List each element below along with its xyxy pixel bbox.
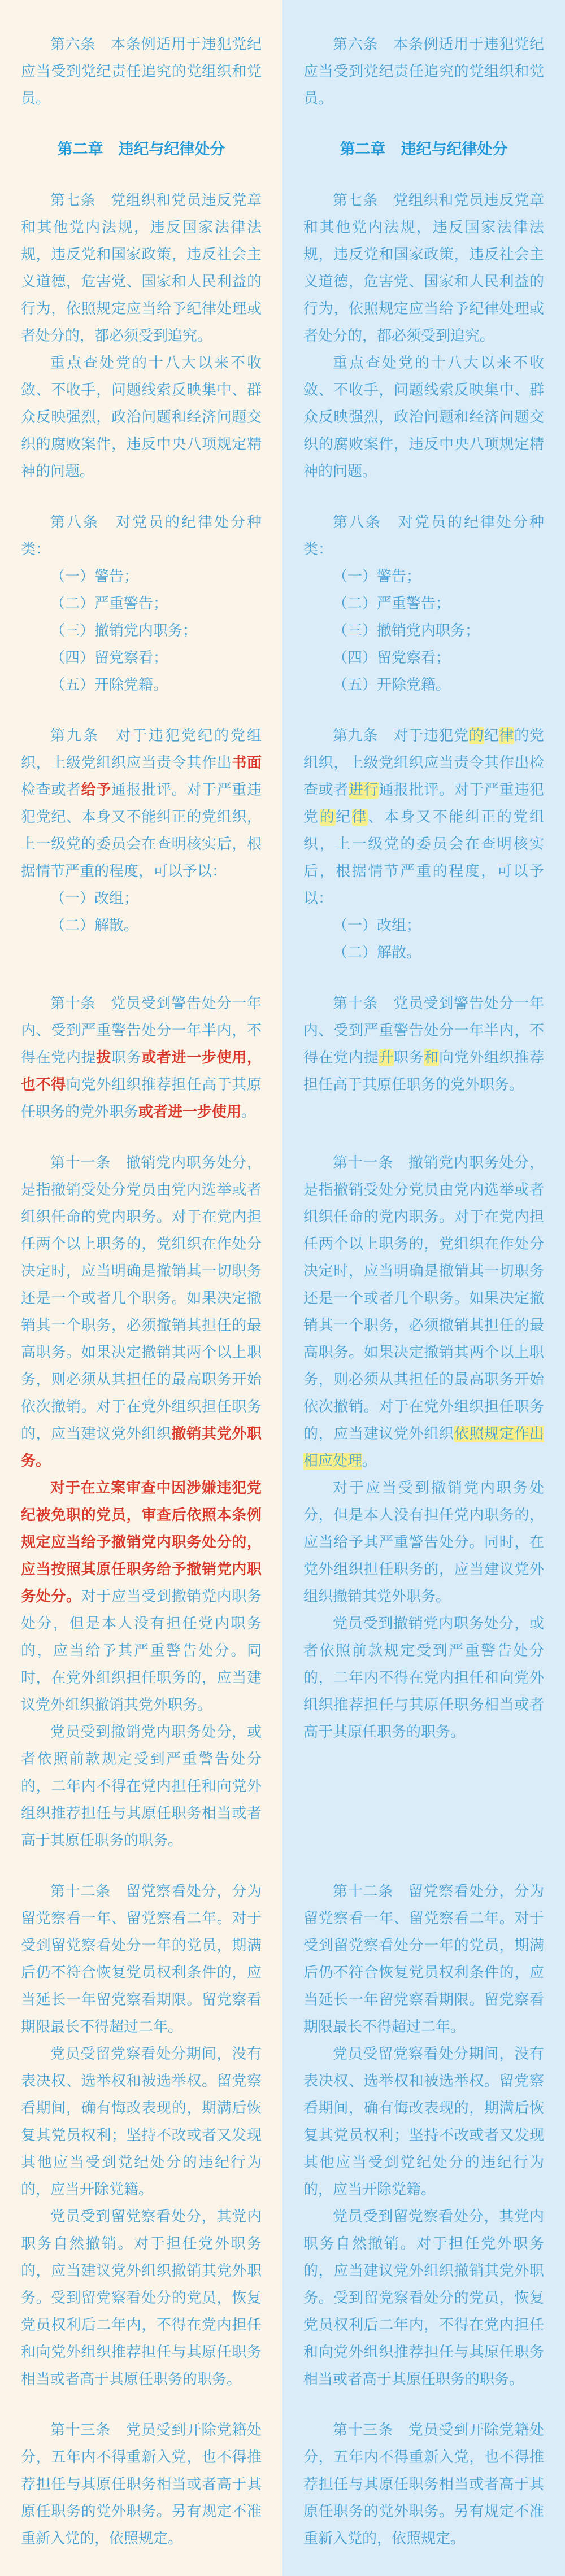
- text-run: 第八条 对党员的纪律处分种类：: [303, 514, 544, 558]
- text-run: 的党组织，上级党组织应当责令其作出检查或者: [303, 727, 544, 799]
- text-run: 党员受留党察看处分期间，没有表决权、选举权和被选举权。留党察看期间，确有悔改表现的，期满后恢复其党员权利；坚持不改或者又发现其他应当受到党纪处分的违纪行为的，应当开除党籍。: [21, 2046, 262, 2198]
- article-12-right: [282, 1878, 565, 2417]
- text-run: 第十一条 撤销党内职务处分，是指撤销受处分党员由党内选举或者组织任命的党内职务。对于在党内担任两个以上职务的，党组织在作处分决定时，应当明确是撤销其一切职务还是一个或者几个职务。如果决定撤销其一个职务，必须撤销其担任的最高职务。如果决定撤销其两个以上职务，则必须从其担任的最高职务开始依次撤销。对于在党外组织担任职务的，应当建议党外组织: [303, 1154, 544, 1442]
- added-text: 拔: [96, 1049, 111, 1066]
- paragraph: [21, 617, 262, 644]
- chapter-heading: [303, 136, 544, 163]
- paragraph: [303, 1610, 544, 1746]
- removed-text-highlight: 依照规定作出相应处理: [303, 1426, 544, 1470]
- text-run: 党员受到撤销党内职务处分，或者依照前款规定受到严重警告处分的，二年内不得在党内担任和向党外组织推荐担任与其原任职务相当或者高于其原任职务的职务。: [303, 1615, 544, 1741]
- text-run: 纪: [336, 809, 352, 826]
- paragraph: [21, 563, 262, 590]
- text-run: 第十二条 留党察看处分，分为留党察看一年、留党察看二年。对于受到留党察看处分一年的党员，期满后仍不符合恢复党员权利条件的，应当延长一年留党察看期限。留党察看期限最长不得超过二年。: [21, 1883, 262, 2035]
- article-11-left: [0, 1149, 282, 1878]
- article-8-left: [0, 509, 282, 722]
- text-run: 向党外组织推荐担任高于其原任职务的党外职务: [21, 1076, 262, 1121]
- article-8-right: [282, 509, 565, 722]
- paragraph: [21, 2041, 262, 2203]
- paragraph: [303, 912, 544, 939]
- text-run: （二）解散。: [50, 917, 139, 934]
- paragraph: [21, 672, 262, 699]
- removed-text-highlight: 的: [468, 727, 484, 744]
- text-run: 纪: [484, 727, 499, 744]
- text-run: 第七条 党组织和党员违反党章和其他党内法规，违反国家法律法规，违反党和国家政策，违反社会主义道德，危害党、国家和人民利益的行为，依照规定应当给予纪律处理或者处分的，都必须受到追究。: [21, 192, 262, 345]
- removed-text-highlight: 的: [319, 809, 336, 826]
- article-9-left: [0, 722, 282, 990]
- paragraph: [21, 1475, 262, 1719]
- text-run: 向党外组织推荐担任高于其原任职务的党外职务。: [303, 1049, 544, 1093]
- article-10-left: [0, 990, 282, 1149]
- text-run: （一）改组；: [333, 917, 421, 934]
- text-run: 通报批评。对于严重违犯党纪、本身又不能纠正的党组织，上一级党的委员会在查明核实后，根据情节严重的程度，可以予以：: [21, 782, 262, 880]
- text-run: （二）严重警告；: [50, 595, 168, 612]
- paragraph: [21, 722, 262, 885]
- added-text: 或者进一步使用，也不得: [21, 1049, 262, 1093]
- paragraph: [21, 509, 262, 563]
- text-run: 第十二条 留党察看处分，分为留党察看一年、留党察看二年。对于受到留党察看处分一年的党员，期满后仍不符合恢复党员权利条件的，应当延长一年留党察看期限。留党察看期限最长不得超过二年。: [303, 1883, 544, 2035]
- text-run: 第八条 对党员的纪律处分种类：: [21, 514, 262, 558]
- text-run: （四）留党察看；: [50, 650, 168, 666]
- text-run: 检查或者: [21, 782, 81, 799]
- text-run: （五）开除党籍。: [333, 677, 451, 694]
- text-run: 第十条 党员受到警告处分一年内、受到严重警告处分一年半内，不得在党内提: [303, 995, 544, 1066]
- removed-text-highlight: 升: [379, 1049, 394, 1066]
- paragraph: [303, 590, 544, 617]
- paragraph: [21, 2417, 262, 2552]
- paragraph: [303, 563, 544, 590]
- paragraph: [303, 2203, 544, 2393]
- text-run: （二）解散。: [333, 944, 421, 961]
- text-run: （四）留党察看；: [333, 650, 451, 666]
- text-run: 党员受留党察看处分期间，没有表决权、选举权和被选举权。留党察看期间，确有悔改表现的，期满后恢复其党员权利；坚持不改或者又发现其他应当受到党纪处分的违纪行为的，应当开除党籍。: [303, 2046, 544, 2198]
- text-run: 第二章 违纪与纪律处分: [340, 141, 508, 158]
- paragraph: [21, 187, 262, 350]
- text-run: 党员受到留党察看处分，其党内职务自然撤销。对于担任党外职务的，应当建议党外组织撤销其党外职务。受到留党察看处分的党员，恢复党员权利后二年内，不得在党内担任和向党外组织推荐担任与其原任职务相当或者高于其原任职务的职务。: [21, 2208, 262, 2388]
- removed-text-highlight: 和: [424, 1049, 439, 1066]
- text-run: 对于应当受到撤销党内职务处分，但是本人没有担任党内职务的，应当给予其严重警告处分。同时，在党外组织担任职务的，应当建议党外组织撤销其党外职务。: [303, 1480, 544, 1605]
- text-run: （二）严重警告；: [333, 595, 451, 612]
- text-run: 职务: [111, 1049, 142, 1066]
- paragraph: [303, 644, 544, 672]
- text-run: 党员受到撤销党内职务处分，或者依照前款规定受到严重警告处分的，二年内不得在党内担任和向党外组织推荐担任与其原任职务相当或者高于其原任职务的职务。: [21, 1724, 262, 1849]
- paragraph: [21, 1149, 262, 1475]
- paragraph: [21, 590, 262, 617]
- text-run: 第六条 本条例适用于违犯党纪应当受到党纪责任追究的党组织和党员。: [303, 36, 544, 107]
- text-run: 第十三条 党员受到开除党籍处分，五年内不得重新入党，也不得推荐担任与其原任职务相当或者高于其原任职务的党外职务。另有规定不准重新入党的，依照规定。: [21, 2422, 262, 2547]
- paragraph: [21, 990, 262, 1126]
- text-run: （三）撤销党内职务；: [333, 622, 480, 639]
- text-run: （一）警告；: [333, 568, 421, 585]
- article-13-right: [282, 2417, 565, 2576]
- text-run: 第二章 违纪与纪律处分: [57, 141, 225, 158]
- paragraph: [21, 31, 262, 112]
- paragraph: [303, 187, 544, 350]
- paragraph: [303, 939, 544, 966]
- text-run: （一）改组；: [50, 890, 139, 907]
- removed-text-highlight: 进行: [349, 782, 379, 799]
- text-run: 职务: [393, 1049, 424, 1066]
- paragraph: [21, 350, 262, 485]
- text-run: 通报批评。对于严重违犯党: [303, 782, 544, 826]
- text-run: 。: [362, 1453, 377, 1470]
- text-run: （一）警告；: [50, 568, 139, 585]
- added-text: 书面: [232, 755, 262, 772]
- paragraph: [303, 1475, 544, 1610]
- article-10-right: [282, 990, 565, 1149]
- article-9-right: [282, 722, 565, 990]
- removed-text-highlight: 律: [351, 809, 368, 826]
- paragraph: [21, 885, 262, 912]
- article-6-right: [282, 0, 565, 136]
- paragraph: [303, 990, 544, 1099]
- paragraph: [21, 644, 262, 672]
- text-run: 第六条 本条例适用于违犯党纪应当受到党纪责任追究的党组织和党员。: [21, 36, 262, 107]
- paragraph: [303, 1149, 544, 1475]
- paragraph: [303, 31, 544, 112]
- text-run: 重点查处党的十八大以来不收敛、不收手，问题线索反映集中、群众反映强烈，政治问题和经济问题交织的腐败案件，违反中央八项规定精神的问题。: [21, 355, 262, 480]
- paragraph: [303, 1878, 544, 2041]
- article-13-left: [0, 2417, 282, 2576]
- text-run: 对于应当受到撤销党内职务处分，但是本人没有担任党内职务的，应当给予其严重警告处分。同时，在党外组织担任职务的，应当建议党外组织撤销其党外职务。: [21, 1588, 262, 1714]
- chapter-2-right: [282, 136, 565, 187]
- chapter-heading: [21, 136, 262, 163]
- paragraph: [303, 672, 544, 699]
- paragraph: [21, 2203, 262, 2393]
- text-run: 党员受到留党察看处分，其党内职务自然撤销。对于担任党外职务的，应当建议党外组织撤销其党外职务。受到留党察看处分的党员，恢复党员权利后二年内，不得在党内担任和向党外组织推荐担任与其原任职务相当或者高于其原任职务的职务。: [303, 2208, 544, 2388]
- paragraph: [21, 1719, 262, 1854]
- paragraph: [303, 350, 544, 485]
- text-run: 第十三条 党员受到开除党籍处分，五年内不得重新入党，也不得推荐担任与其原任职务相当或者高于其原任职务的党外职务。另有规定不准重新入党的，依照规定。: [303, 2422, 544, 2547]
- text-run: 第十条 党员受到警告处分一年内、受到严重警告处分一年半内，不得在党内提: [21, 995, 262, 1066]
- paragraph: [21, 912, 262, 939]
- removed-text-highlight: 律: [499, 727, 515, 744]
- paragraph: [303, 509, 544, 563]
- text-run: 第十一条 撤销党内职务处分，是指撤销受处分党员由党内选举或者组织任命的党内职务。对于在党内担任两个以上职务的，党组织在作处分决定时，应当明确是撤销其一切职务还是一个或者几个职务。如果决定撤销其一个职务，必须撤销其担任的最高职务。如果决定撤销其两个以上职务，则必须从其担任的最高职务开始依次撤销。对于在党外组织担任职务的，应当建议党外组织: [21, 1154, 262, 1442]
- article-11-right: [282, 1149, 565, 1878]
- text-run: 第七条 党组织和党员违反党章和其他党内法规，违反国家法律法规，违反党和国家政策，违反社会主义道德，危害党、国家和人民利益的行为，依照规定应当给予纪律处理或者处分的，都必须受到追究。: [303, 192, 544, 345]
- paragraph: [303, 722, 544, 912]
- text-run: （三）撤销党内职务；: [50, 622, 198, 639]
- text-run: 。: [241, 1104, 257, 1121]
- article-12-left: [0, 1878, 282, 2417]
- paragraph: [303, 2041, 544, 2203]
- added-text: 对于在立案审查中因涉嫌违犯党纪被免职的党员，审查后依照本条例规定应当给予撤销党内职务处分的，应当按照其原任职务给予撤销党内职务处分。: [21, 1480, 262, 1605]
- chapter-2-left: [0, 136, 282, 187]
- paragraph: [21, 1878, 262, 2041]
- added-text: 给予: [81, 782, 111, 799]
- added-text: 或者进一步使用: [138, 1104, 242, 1121]
- text-run: 、本身又不能纠正的党组织，上一级党的委员会在查明核实后，根据情节严重的程度，可以予以：: [303, 809, 544, 907]
- paragraph: [303, 2417, 544, 2552]
- text-run: （五）开除党籍。: [50, 677, 168, 694]
- article-7-right: [282, 187, 565, 509]
- added-text: 撤销其党外职务。: [21, 1426, 262, 1470]
- text-run: 重点查处党的十八大以来不收敛、不收手，问题线索反映集中、群众反映强烈，政治问题和经济问题交织的腐败案件，违反中央八项规定精神的问题。: [303, 355, 544, 480]
- article-7-left: [0, 187, 282, 509]
- paragraph: [303, 617, 544, 644]
- article-6-left: [0, 0, 282, 136]
- text-run: 第九条 对于违犯党: [333, 727, 469, 744]
- text-run: 第九条 对于违犯党纪的党组织，上级党组织应当责令其作出: [21, 727, 262, 772]
